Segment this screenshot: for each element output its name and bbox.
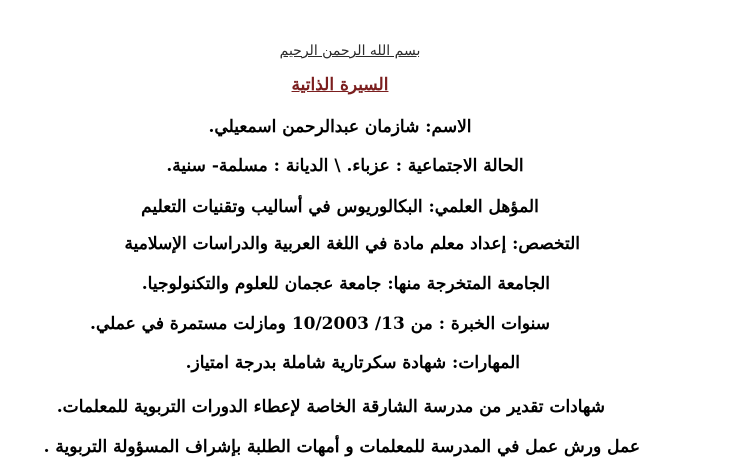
experience-line: سنوات الخبرة : من 13/ 10/2003 ومازلت مستمرة في عملي. [90,314,550,334]
workshops-line: عمل ورش عمل في المدرسة للمعلمات و أمهات الطلبة بإشراف المسؤولة التربوية . [43,437,640,457]
marital-religion-line: الحالة الاجتماعية : عزباء. \ الديانة : مسلمة- سنية. [166,156,524,176]
specialization-line: التخصص: إعداد معلم مادة في اللغة العربية والدراسات الإسلامية [124,234,580,254]
university-line: الجامعة المتخرجة منها: جامعة عجمان للعلوم والتكنولوجيا. [141,274,550,294]
skills-line: المهارات: شهادة سكرتارية شاملة بدرجة امتياز. [185,353,520,373]
name-line: الاسم: شازمان عبدالرحمن اسمعيلي. [208,117,472,137]
bismillah-heading: بسم الله الرحمن الرحيم [279,43,421,59]
certificates-line: شهادات تقدير من مدرسة الشارقة الخاصة لإعطاء الدورات التربوية للمعلمات. [56,397,605,417]
qualification-line: المؤهل العلمي: البكالوريوس في أساليب وتقنيات التعليم [141,197,539,217]
cv-title: السيرة الذاتية [291,75,389,95]
